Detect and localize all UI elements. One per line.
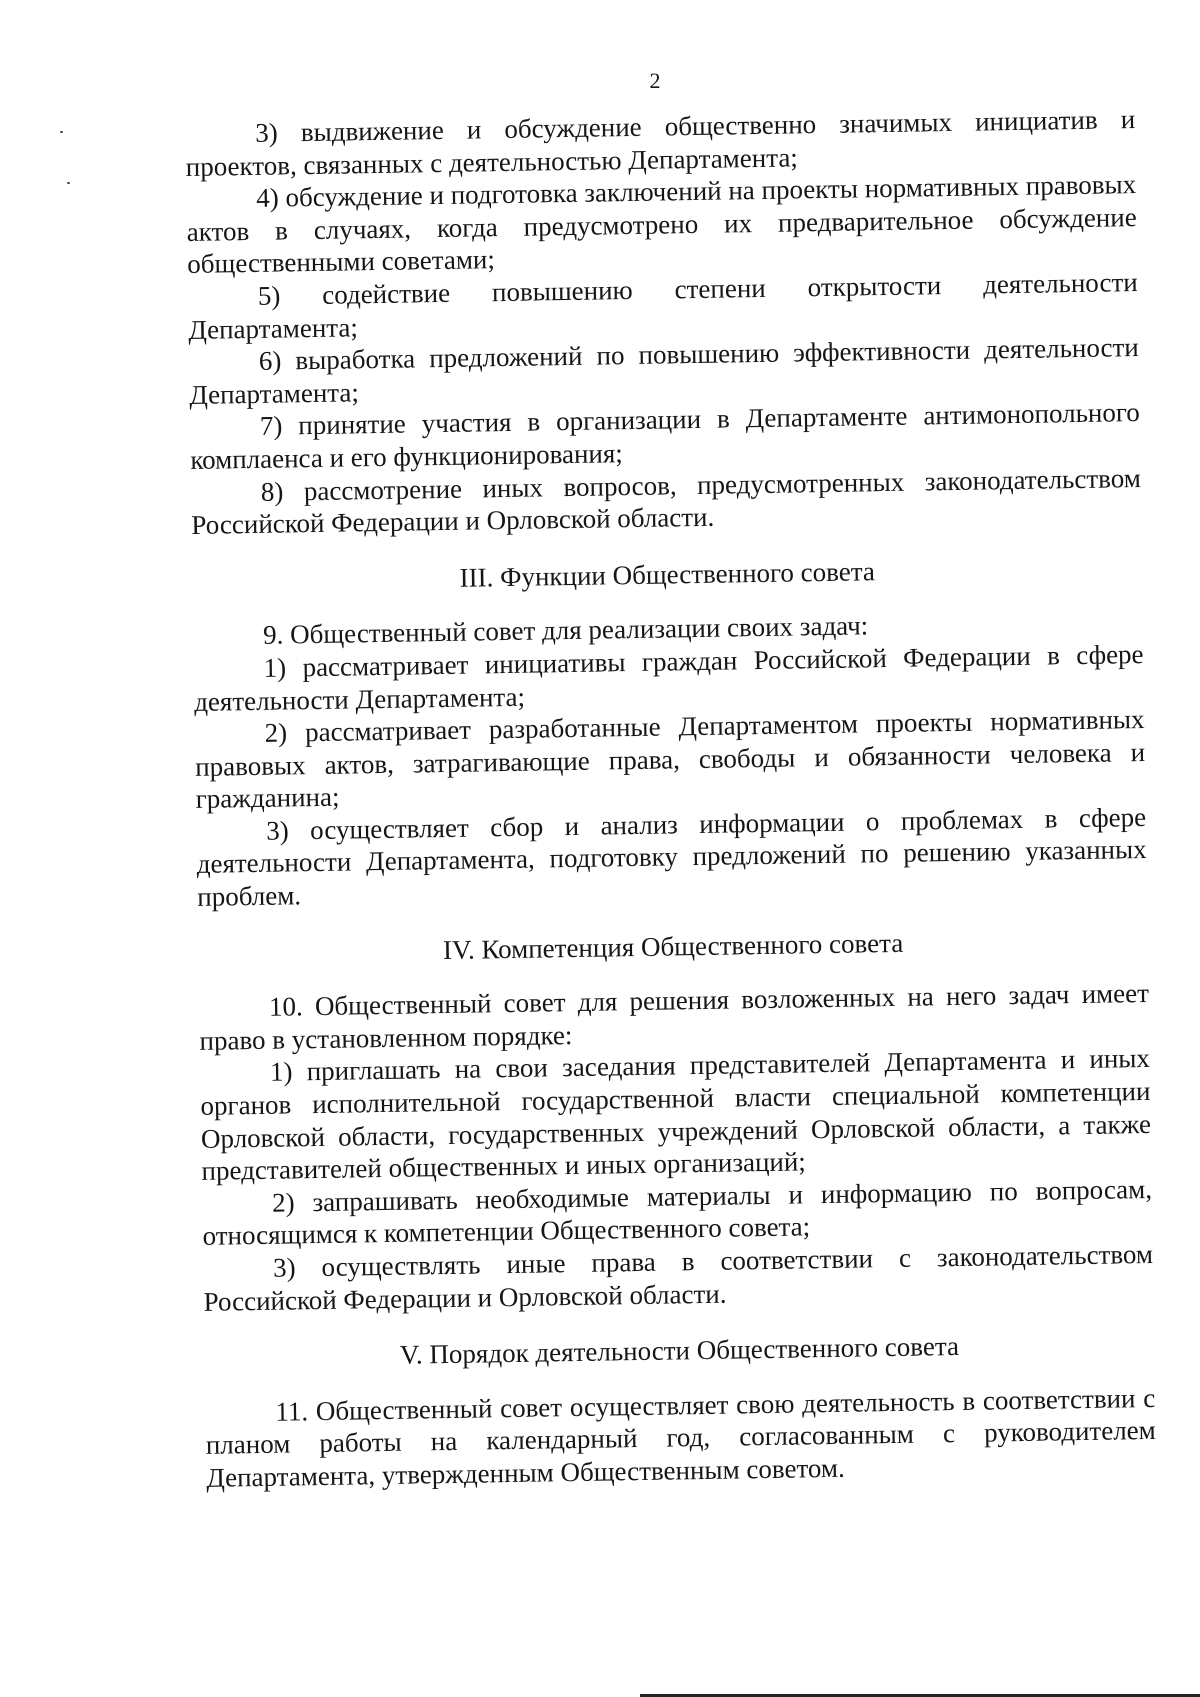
list-item: 3) выдвижение и обсуждение общественно значимых инициатив и проектов, связанных с деятельностью Департамента; (185, 104, 1136, 182)
section-heading: III. Функции Общественного совета (459, 555, 876, 593)
list-item: 7) принятие участия в организации в Департаменте антимонопольного комплаенса и его функционирования; (190, 397, 1140, 475)
list-item: 3) осуществляет сбор и анализ информации о проблемах в сфере деятельности Департамента, подготовку предложений по решению указанных проблем. (196, 801, 1147, 912)
list-item: 8) рассмотрение иных вопросов, предусмотренных законодательством Российской Федерации и Орловской области. (191, 462, 1142, 541)
list-item: 3) осуществлять иные права в соответствии с законодательством Российской Федерации и Орловской области. (203, 1238, 1154, 1317)
list-item: 6) выработка предложений по повышению эффективности деятельности Департамента; (189, 332, 1139, 410)
list-item: 4) обсуждение и подготовка заключений на проекты нормативных правовых актов в случаях, когда предусмотрено их предварительное обсуждение общественными советами; (186, 169, 1137, 280)
page-number: 2 (649, 68, 661, 93)
scan-speck (60, 131, 63, 133)
paragraph: 10. Общественный совет для решения возложенных на него задач имеет право в установленном порядке: (199, 978, 1150, 1056)
section-heading: IV. Компетенция Общественного совета (442, 927, 904, 965)
list-item: 2) запрашивать необходимые материалы и информацию по вопросам, относящимся к компетенции Общественного совета; (202, 1173, 1153, 1252)
list-item: 5) содействие повышению степени открытости деятельности Департамента; (188, 267, 1138, 345)
list-item: 2) рассматривает разработанные Департаментом проекты нормативных правовых актов, затрагивающие права, свободы и обязанности человека и гражданина; (194, 704, 1146, 815)
paragraph: 9. Общественный совет для реализации своих задач: (262, 610, 869, 651)
paragraph: 11. Общественный совет осуществляет свою деятельность в соответствии с планом работы на календарный год, согласованным с руководителем Департамента, утвержденным Общественным советом. (205, 1382, 1156, 1493)
scan-speck (67, 182, 70, 184)
list-item: 1) приглашать на свои заседания представителей Департамента и иных органов исполнительной государственной власти специальной компетенции Орловской области, государственных учреждений Орловской области, а также представителей общественных и иных организаций; (200, 1043, 1152, 1187)
list-item: 1) рассматривает инициативы граждан Российской Федерации в сфере деятельности Департамента; (193, 638, 1144, 717)
document-body (185, 103, 1157, 1494)
section-heading: V. Порядок деятельности Общественного совета (399, 1331, 960, 1370)
